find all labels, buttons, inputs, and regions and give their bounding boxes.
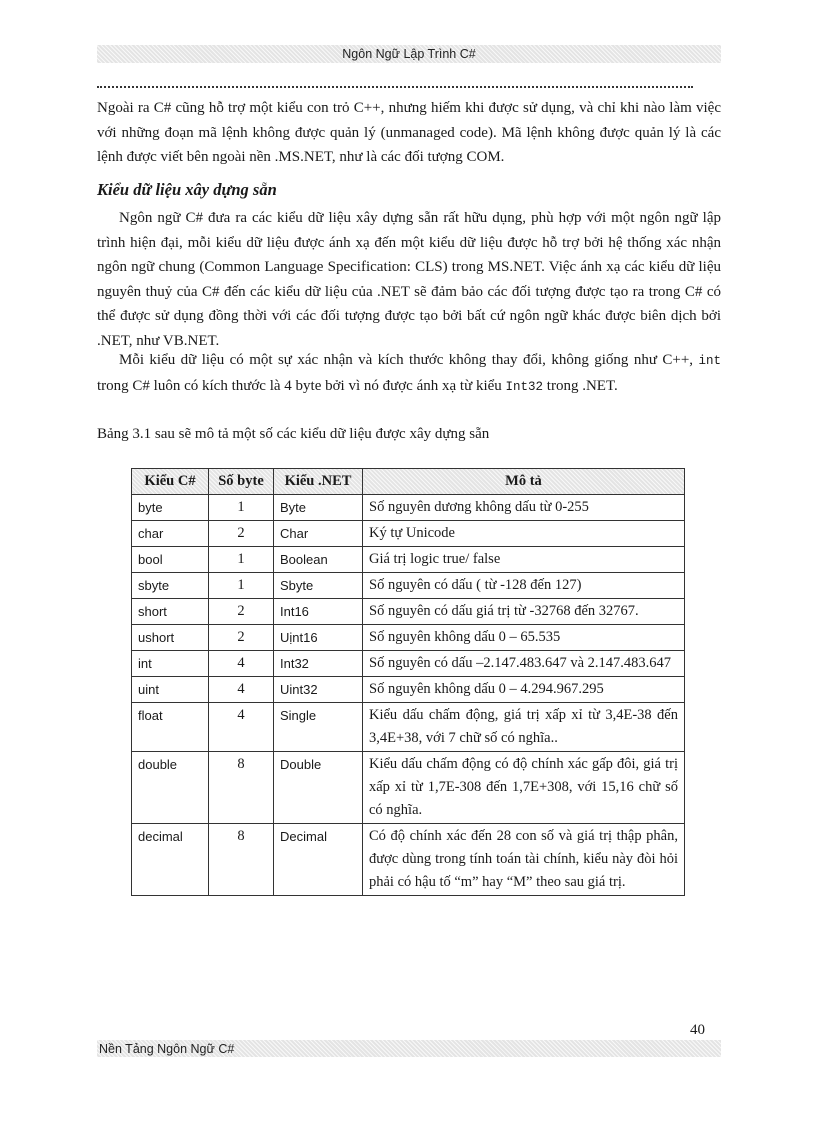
code-int: int	[698, 354, 721, 368]
header-description: Mô tả	[363, 469, 685, 495]
cell-description: Ký tự Unicode	[363, 521, 685, 547]
table-row	[132, 547, 685, 573]
page-footer	[97, 1040, 721, 1057]
cell-net-type: Decimal	[274, 824, 363, 896]
table-row	[132, 625, 685, 651]
table-row	[132, 573, 685, 599]
cell-net-type: Uint32	[274, 677, 363, 703]
header-byte-count: Số byte	[209, 469, 274, 495]
paragraph-builtin-types: Ngôn ngữ C# đưa ra các kiểu dữ liệu xây dựng sẵn rất hữu dụng, phù hợp với một ngôn ngữ lập trình hiện đại, mỗi kiểu dữ liệu được ánh xạ đến một kiểu dữ liệu được hỗ trợ bởi hệ thống xác nhận ngôn ngữ chung (Common Language Specification: CLS) trong MS.NET. Việc ánh xạ các kiểu dữ liệu nguyên thuỷ của C# đến các kiểu dữ liệu của .NET sẽ đảm bảo các đối tượng được tạo ra trong C# có thể được sử dụng đồng thời với các đối tượng được tạo bởi bất cứ ngôn ngữ khác được biên dịch bởi .NET, như VB.NET.	[97, 210, 721, 349]
cell-bytes: 2	[209, 521, 274, 547]
cell-bytes: 8	[209, 752, 274, 824]
cell-bytes: 2	[209, 625, 274, 651]
table-row	[132, 495, 685, 521]
data-types-table	[131, 468, 685, 896]
cell-cs-type: decimal	[132, 824, 209, 896]
cell-net-type: Byte	[274, 495, 363, 521]
cell-bytes: 8	[209, 824, 274, 896]
cell-cs-type: sbyte	[132, 573, 209, 599]
cell-cs-type: byte	[132, 495, 209, 521]
cell-description: Số nguyên có dấu –2.147.483.647 và 2.147.483.647	[363, 651, 685, 677]
footer-title: Nền Tảng Ngôn Ngữ C#	[99, 1042, 235, 1056]
page-header	[97, 45, 721, 63]
cell-description: Số nguyên có dấu ( từ -128 đến 127)	[363, 573, 685, 599]
cell-description: Kiểu dấu chấm động có độ chính xác gấp đôi, giá trị xấp xỉ từ 1,7E-308 đến 1,7E+308, với 15,16 chữ số có nghĩa.	[363, 752, 685, 824]
page-number: 40	[690, 1022, 705, 1038]
cell-bytes: 4	[209, 677, 274, 703]
cell-description: Số nguyên dương không dấu từ 0-255	[363, 495, 685, 521]
cell-bytes: 1	[209, 547, 274, 573]
cell-cs-type: uint	[132, 677, 209, 703]
table-row	[132, 703, 685, 752]
cell-cs-type: short	[132, 599, 209, 625]
section-heading: Kiểu dữ liệu xây dựng sẵn	[97, 180, 277, 199]
cell-description: Số nguyên có dấu giá trị từ -32768 đến 32767.	[363, 599, 685, 625]
cell-net-type: Boolean	[274, 547, 363, 573]
header-divider	[97, 86, 693, 88]
cell-cs-type: int	[132, 651, 209, 677]
cell-description: Kiểu dấu chấm động, giá trị xấp xỉ từ 3,4E-38 đến 3,4E+38, với 7 chữ số có nghĩa..	[363, 703, 685, 752]
paragraph-text-2: trong C# luôn có kích thước là 4 byte bởi vì nó được ánh xạ từ kiểu	[97, 377, 506, 394]
cell-bytes: 1	[209, 573, 274, 599]
cell-net-type: Sbyte	[274, 573, 363, 599]
cell-net-type: Uịnt16	[274, 625, 363, 651]
table-row	[132, 599, 685, 625]
cell-net-type: Single	[274, 703, 363, 752]
cell-net-type: Char	[274, 521, 363, 547]
header-title: Ngôn Ngữ Lập Trình C#	[342, 47, 476, 61]
cell-net-type: Int16	[274, 599, 363, 625]
table-header-row	[132, 469, 685, 495]
cell-net-type: Double	[274, 752, 363, 824]
cell-description: Số nguyên không dấu 0 – 4.294.967.295	[363, 677, 685, 703]
paragraph-type-sizes	[97, 348, 721, 399]
cell-bytes: 1	[209, 495, 274, 521]
paragraph-text-1: Mỗi kiểu dữ liệu có một sự xác nhận và kích thước không thay đổi, không giống như C++,	[119, 352, 699, 368]
table-row	[132, 521, 685, 547]
cell-bytes: 4	[209, 703, 274, 752]
table-row	[132, 824, 685, 896]
cell-description: Có độ chính xác đến 28 con số và giá trị thập phân, được dùng trong tính toán tài chính, kiểu này đòi hỏi phải có hậu tố “m” hay “M” theo sau giá trị.	[363, 824, 685, 896]
table-row	[132, 752, 685, 824]
table-row	[132, 651, 685, 677]
table-caption: Bảng 3.1 sau sẽ mô tả một số các kiểu dữ liệu được xây dựng sẵn	[97, 426, 490, 442]
cell-cs-type: ushort	[132, 625, 209, 651]
cell-cs-type: bool	[132, 547, 209, 573]
cell-cs-type: double	[132, 752, 209, 824]
cell-description: Giá trị logic true/ false	[363, 547, 685, 573]
cell-cs-type: float	[132, 703, 209, 752]
table-row	[132, 677, 685, 703]
cell-bytes: 4	[209, 651, 274, 677]
code-int32: Int32	[505, 379, 544, 394]
intro-paragraph: Ngoài ra C# cũng hỗ trợ một kiểu con trỏ C++, nhưng hiếm khi được sử dụng, và chỉ khi nào làm việc với những đoạn mã lệnh không được quản lý (unmanaged code). Mã lệnh không được quản lý là các lệnh được viết bên ngoài nền .MS.NET, như là các đối tượng COM.	[97, 100, 721, 165]
cell-description: Số nguyên không dấu 0 – 65.535	[363, 625, 685, 651]
cell-bytes: 2	[209, 599, 274, 625]
cell-cs-type: char	[132, 521, 209, 547]
header-cs-type: Kiểu C#	[132, 469, 209, 495]
cell-net-type: Int32	[274, 651, 363, 677]
paragraph-text-3: trong .NET.	[543, 377, 618, 394]
header-net-type: Kiểu .NET	[274, 469, 363, 495]
